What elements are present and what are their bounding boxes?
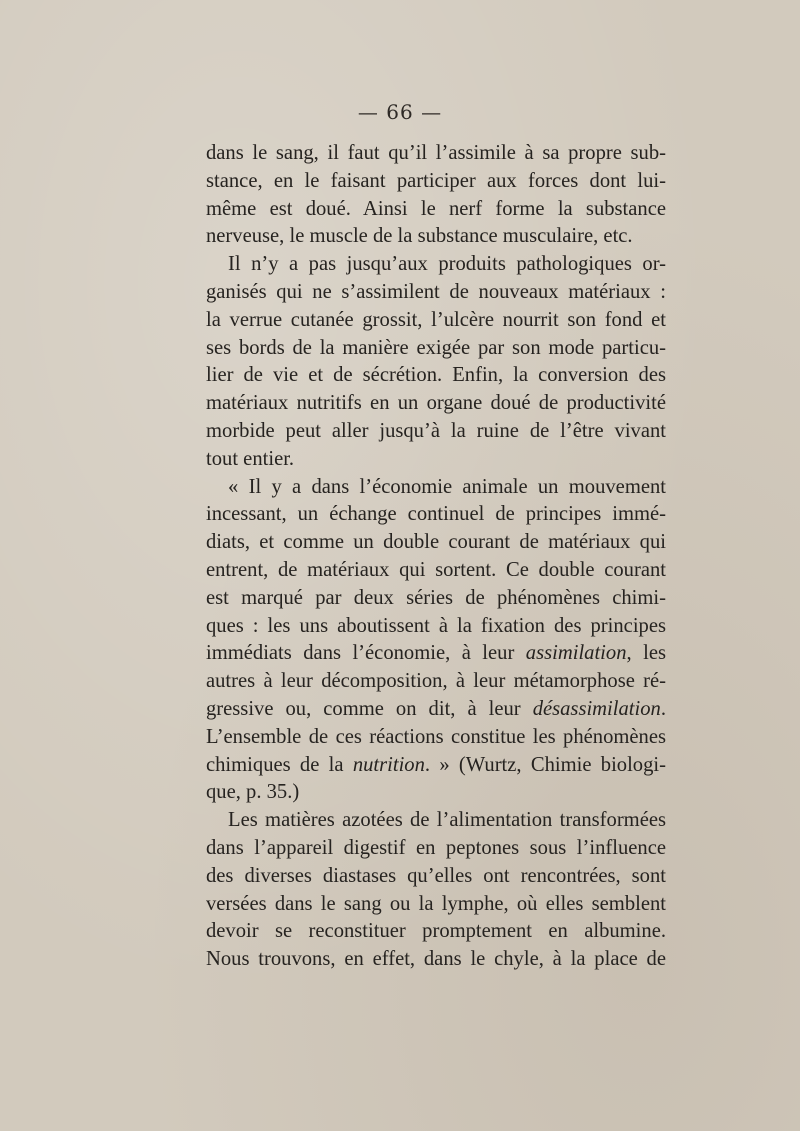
text-line: versées dans le sang ou la lymphe, où elles semblent bbox=[206, 892, 666, 915]
italic-term-nutrition: nutrition bbox=[352, 753, 425, 776]
text-line: même est doué. Ainsi le nerf forme la substance bbox=[206, 197, 666, 220]
text-line: ques : les uns aboutissent à la fixation des principes bbox=[206, 614, 666, 637]
text-line-with-italic bbox=[206, 696, 666, 724]
body-text bbox=[206, 140, 666, 974]
text-line: ses bords de la manière exigée par son mode particu- bbox=[206, 336, 666, 359]
text-line: dans l’appareil digestif en peptones sous l’influence bbox=[206, 836, 666, 859]
text-line: nerveuse, le muscle de la substance musculaire, etc. bbox=[206, 225, 633, 248]
paragraph-2 bbox=[206, 251, 666, 473]
text-line: incessant, un échange continuel de principes immé- bbox=[206, 503, 666, 526]
paragraph-1 bbox=[206, 140, 666, 251]
text-line: Nous trouvons, en effet, dans le chyle, à la place de bbox=[206, 948, 666, 971]
text-line: « Il y a dans l’économie animale un mouvement bbox=[228, 475, 666, 498]
paragraph-4 bbox=[206, 807, 666, 974]
text-line: est marqué par deux séries de phénomènes chimi- bbox=[206, 586, 666, 609]
text-line: Les matières azotées de l’alimentation transformées bbox=[228, 809, 666, 832]
page-number: — 66 — bbox=[357, 100, 443, 124]
text-segment: . » (Wurtz, Chimie biologi- bbox=[424, 753, 666, 776]
text-line: dans le sang, il faut qu’il l’assimile à sa propre sub- bbox=[206, 142, 666, 164]
italic-term-desassimilation: désassimilation bbox=[532, 697, 661, 720]
text-line: que, p. 35.) bbox=[206, 781, 300, 804]
text-line: Il n’y a pas jusqu’aux produits pathologiques or- bbox=[228, 253, 666, 276]
text-line: entrent, de matériaux qui sortent. Ce double courant bbox=[206, 558, 666, 581]
text-segment: , les bbox=[626, 642, 666, 665]
text-line: tout entier. bbox=[206, 447, 295, 470]
text-line: ganisés qui ne s’assimilent de nouveaux matériaux : bbox=[206, 280, 666, 303]
italic-term-assimilation: assimilation bbox=[525, 642, 627, 665]
text-line: diats, et comme un double courant de matériaux qui bbox=[206, 531, 666, 554]
text-line-with-italic bbox=[206, 752, 666, 780]
text-line: devoir se reconstituer promptement en albumine. bbox=[206, 920, 666, 943]
text-line: la verrue cutanée grossit, l’ulcère nourrit son fond et bbox=[206, 308, 666, 331]
text-segment: chimiques de la bbox=[206, 753, 353, 776]
text-segment: gressive ou, comme on dit, à leur bbox=[206, 697, 533, 720]
text-line: des diverses diastases qu’elles ont rencontrées, sont bbox=[206, 864, 666, 887]
text-line: morbide peut aller jusqu’à la ruine de l’être vivant bbox=[206, 419, 666, 442]
text-line-with-italic bbox=[206, 640, 666, 668]
text-line: matériaux nutritifs en un organe doué de productivité bbox=[206, 392, 666, 415]
text-line: stance, en le faisant participer aux forces dont lui- bbox=[206, 169, 666, 192]
text-line: autres à leur décomposition, à leur métamorphose ré- bbox=[206, 670, 666, 693]
text-line: L’ensemble de ces réactions constitue les phénomènes bbox=[206, 725, 666, 748]
text-line: lier de vie et de sécrétion. Enfin, la conversion des bbox=[206, 364, 666, 387]
text-segment: immédiats dans l’économie, à leur bbox=[206, 642, 526, 665]
paragraph-3-quotation bbox=[206, 474, 666, 808]
text-segment: . bbox=[660, 697, 666, 720]
